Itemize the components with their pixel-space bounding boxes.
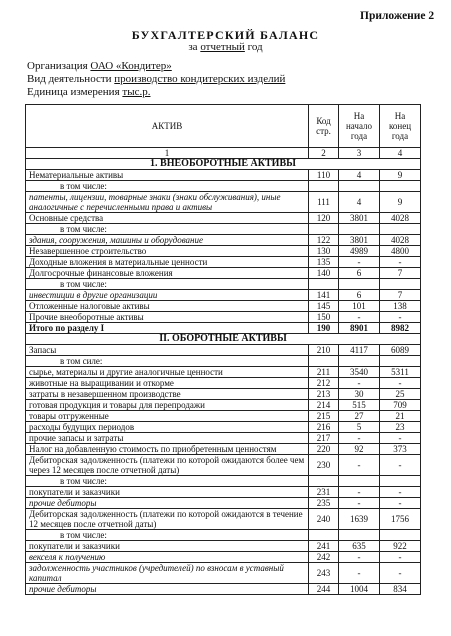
row-label: в том числе: [26,224,309,235]
row-code: 242 [309,552,339,563]
row-code: 141 [309,290,339,301]
row-start-value [339,224,380,235]
row-end-value: - [380,433,421,444]
document-title: БУХГАЛТЕРСКИЙ БАЛАНС [131,28,320,42]
column-number: 2 [309,148,339,159]
row-end-value: - [380,312,421,323]
table-row [26,170,421,181]
row-code: 230 [309,455,339,476]
row-start-value: 27 [339,411,380,422]
row-code: 243 [309,563,339,584]
row-end-value: 6089 [380,345,421,356]
org-line [27,60,172,72]
row-label: Запасы [26,345,309,356]
table-row [26,422,421,433]
row-code: 145 [309,301,339,312]
row-start-value: 4 [339,192,380,213]
row-code: 190 [309,323,339,334]
row-start-value: 5 [339,422,380,433]
row-end-value: 4800 [380,246,421,257]
column-number: 3 [339,148,380,159]
column-number-row [26,148,421,159]
row-start-value: 6 [339,268,380,279]
row-code: 135 [309,257,339,268]
row-start-value: 3801 [339,235,380,246]
header-row [26,105,421,148]
row-label: задолженность участников (учредителей) по взносам в уставный капитал [26,563,309,584]
unit-line [27,86,150,98]
table-row [26,246,421,257]
activity-label: Вид деятельности [27,73,112,85]
table-row [26,224,421,235]
table-row [26,444,421,455]
appendix-label: Приложение 2 [360,10,435,22]
row-label: Налог на добавленную стоимость по приобретенным ценностям [26,444,309,455]
row-code [309,476,339,487]
row-start-value: 3540 [339,367,380,378]
row-start-value: 4989 [339,246,380,257]
section-title: 1. ВНЕОБОРОТНЫЕ АКТИВЫ [26,159,421,170]
row-end-value: 23 [380,422,421,433]
table-row [26,345,421,356]
row-end-value: 4028 [380,235,421,246]
row-code: 235 [309,498,339,509]
unit-value: тыс.р. [122,86,151,98]
row-label: товары отгруженные [26,411,309,422]
row-end-value: - [380,455,421,476]
row-end-value: 138 [380,301,421,312]
row-start-value: - [339,257,380,268]
row-end-value: 9 [380,170,421,181]
row-start-value: 30 [339,389,380,400]
table-row [26,268,421,279]
table-row [26,411,421,422]
row-end-value: 373 [380,444,421,455]
row-end-value: 709 [380,400,421,411]
row-start-value: - [339,312,380,323]
row-start-value: - [339,433,380,444]
row-label: в том числе: [26,181,309,192]
row-start-value [339,279,380,290]
table-row [26,455,421,476]
row-start-value: 1004 [339,584,380,595]
section-row [26,159,421,170]
row-end-value: - [380,563,421,584]
table-row [26,301,421,312]
table-row [26,563,421,584]
row-start-value: 92 [339,444,380,455]
row-code [309,279,339,290]
header-asset: АКТИВ [26,105,309,148]
row-end-value [380,530,421,541]
row-start-value: - [339,487,380,498]
row-start-value: - [339,378,380,389]
section-row [26,334,421,345]
header-start: На начало года [339,105,380,148]
row-code: 211 [309,367,339,378]
row-label: Долгосрочные финансовые вложения [26,268,309,279]
row-code: 110 [309,170,339,181]
row-label: животные на выращивании и откорме [26,378,309,389]
table-row [26,290,421,301]
row-start-value [339,476,380,487]
row-end-value: 9 [380,192,421,213]
row-code: 220 [309,444,339,455]
row-label: патенты, лицензии, товарные знаки (знаки обслуживания), иные аналогичные с перечисленными права и активы [26,192,309,213]
row-label: в том числе: [26,530,309,541]
row-label: прочие дебиторы [26,584,309,595]
row-label: расходы будущих периодов [26,422,309,433]
row-end-value [380,224,421,235]
row-label: Отложенные налоговые активы [26,301,309,312]
table-row [26,181,421,192]
row-start-value: - [339,498,380,509]
column-number: 4 [380,148,421,159]
row-label: Нематериальные активы [26,170,309,181]
row-start-value: 635 [339,541,380,552]
row-end-value: 834 [380,584,421,595]
row-code: 122 [309,235,339,246]
row-code: 120 [309,213,339,224]
row-label: Дебиторская задолженность (платежи по которой ожидаются более чем через 12 месяцев после отчетной даты) [26,455,309,476]
row-label: Основные средства [26,213,309,224]
table-row [26,389,421,400]
row-code: 244 [309,584,339,595]
row-code: 111 [309,192,339,213]
row-label: Прочие внеоборотные активы [26,312,309,323]
table-row [26,279,421,290]
row-start-value [339,530,380,541]
table-row [26,433,421,444]
row-start-value: 3801 [339,213,380,224]
table-row [26,213,421,224]
row-start-value: - [339,563,380,584]
row-code: 150 [309,312,339,323]
row-code [309,224,339,235]
row-end-value: - [380,257,421,268]
report-period [0,41,451,53]
row-end-value: 25 [380,389,421,400]
header-end: На конец года [380,105,421,148]
table-row [26,487,421,498]
row-label: Доходные вложения в материальные ценности [26,257,309,268]
row-label: в том числе: [26,279,309,290]
table-row [26,530,421,541]
org-value: ОАО «Кондитер» [90,60,172,72]
row-start-value: - [339,455,380,476]
row-start-value: 101 [339,301,380,312]
unit-label: Единица измерения [27,86,120,98]
row-code: 214 [309,400,339,411]
table-row [26,541,421,552]
row-end-value: 1756 [380,509,421,530]
row-start-value: 4117 [339,345,380,356]
row-label: прочие дебиторы [26,498,309,509]
row-label: Дебиторская задолженность (платежи по которой ожидаются в течение 12 месяцев после отчетной даты) [26,509,309,530]
row-label: Итого по разделу I [26,323,309,334]
row-label: прочие запасы и затраты [26,433,309,444]
row-start-value: 8901 [339,323,380,334]
row-code [309,356,339,367]
row-label: векселя к получению [26,552,309,563]
period-suffix: год [247,41,263,53]
activity-line [27,73,285,85]
row-label: сырье, материалы и другие аналогичные ценности [26,367,309,378]
table-row [26,192,421,213]
row-end-value: - [380,378,421,389]
column-number: 1 [26,148,309,159]
table-row [26,584,421,595]
row-end-value: 7 [380,268,421,279]
row-end-value: 8982 [380,323,421,334]
table-row [26,509,421,530]
table-row [26,378,421,389]
period-value: отчетный [200,41,245,53]
row-end-value: - [380,498,421,509]
row-code: 216 [309,422,339,433]
row-end-value [380,181,421,192]
section-title: II. ОБОРОТНЫЕ АКТИВЫ [26,334,421,345]
table-row [26,235,421,246]
row-label: в том силе: [26,356,309,367]
org-label: Организация [27,60,88,72]
row-start-value: 4 [339,170,380,181]
row-label: готовая продукция и товары для перепродажи [26,400,309,411]
row-end-value: - [380,552,421,563]
row-end-value [380,356,421,367]
table-row [26,257,421,268]
balance-table [25,104,421,595]
row-code: 231 [309,487,339,498]
row-code [309,530,339,541]
row-label: затраты в незавершенном производстве [26,389,309,400]
period-prefix: за [188,41,198,53]
activity-value: производство кондитерских изделий [114,73,286,85]
row-label: здания, сооружения, машины и оборудование [26,235,309,246]
row-end-value [380,279,421,290]
row-start-value [339,356,380,367]
row-label: в том числе: [26,476,309,487]
table-row [26,400,421,411]
row-code: 217 [309,433,339,444]
row-start-value: - [339,552,380,563]
row-start-value: 515 [339,400,380,411]
row-start-value: 6 [339,290,380,301]
row-end-value: 5311 [380,367,421,378]
row-code: 212 [309,378,339,389]
row-end-value: - [380,487,421,498]
row-code: 213 [309,389,339,400]
row-end-value: 21 [380,411,421,422]
total-row [26,323,421,334]
table-row [26,552,421,563]
table-row [26,476,421,487]
row-code: 210 [309,345,339,356]
row-end-value [380,476,421,487]
row-end-value: 922 [380,541,421,552]
table-row [26,356,421,367]
row-code: 140 [309,268,339,279]
row-end-value: 4028 [380,213,421,224]
row-start-value: 1639 [339,509,380,530]
header-code: Код стр. [309,105,339,148]
table-row [26,367,421,378]
row-label: покупатели и заказчики [26,487,309,498]
row-label: покупатели и заказчики [26,541,309,552]
row-code: 215 [309,411,339,422]
row-label: инвестиции в другие организации [26,290,309,301]
row-code: 241 [309,541,339,552]
table-row [26,498,421,509]
row-code: 130 [309,246,339,257]
row-end-value: 7 [380,290,421,301]
row-code: 240 [309,509,339,530]
table-row [26,312,421,323]
row-label: Незавершенное строительство [26,246,309,257]
row-start-value [339,181,380,192]
row-code [309,181,339,192]
